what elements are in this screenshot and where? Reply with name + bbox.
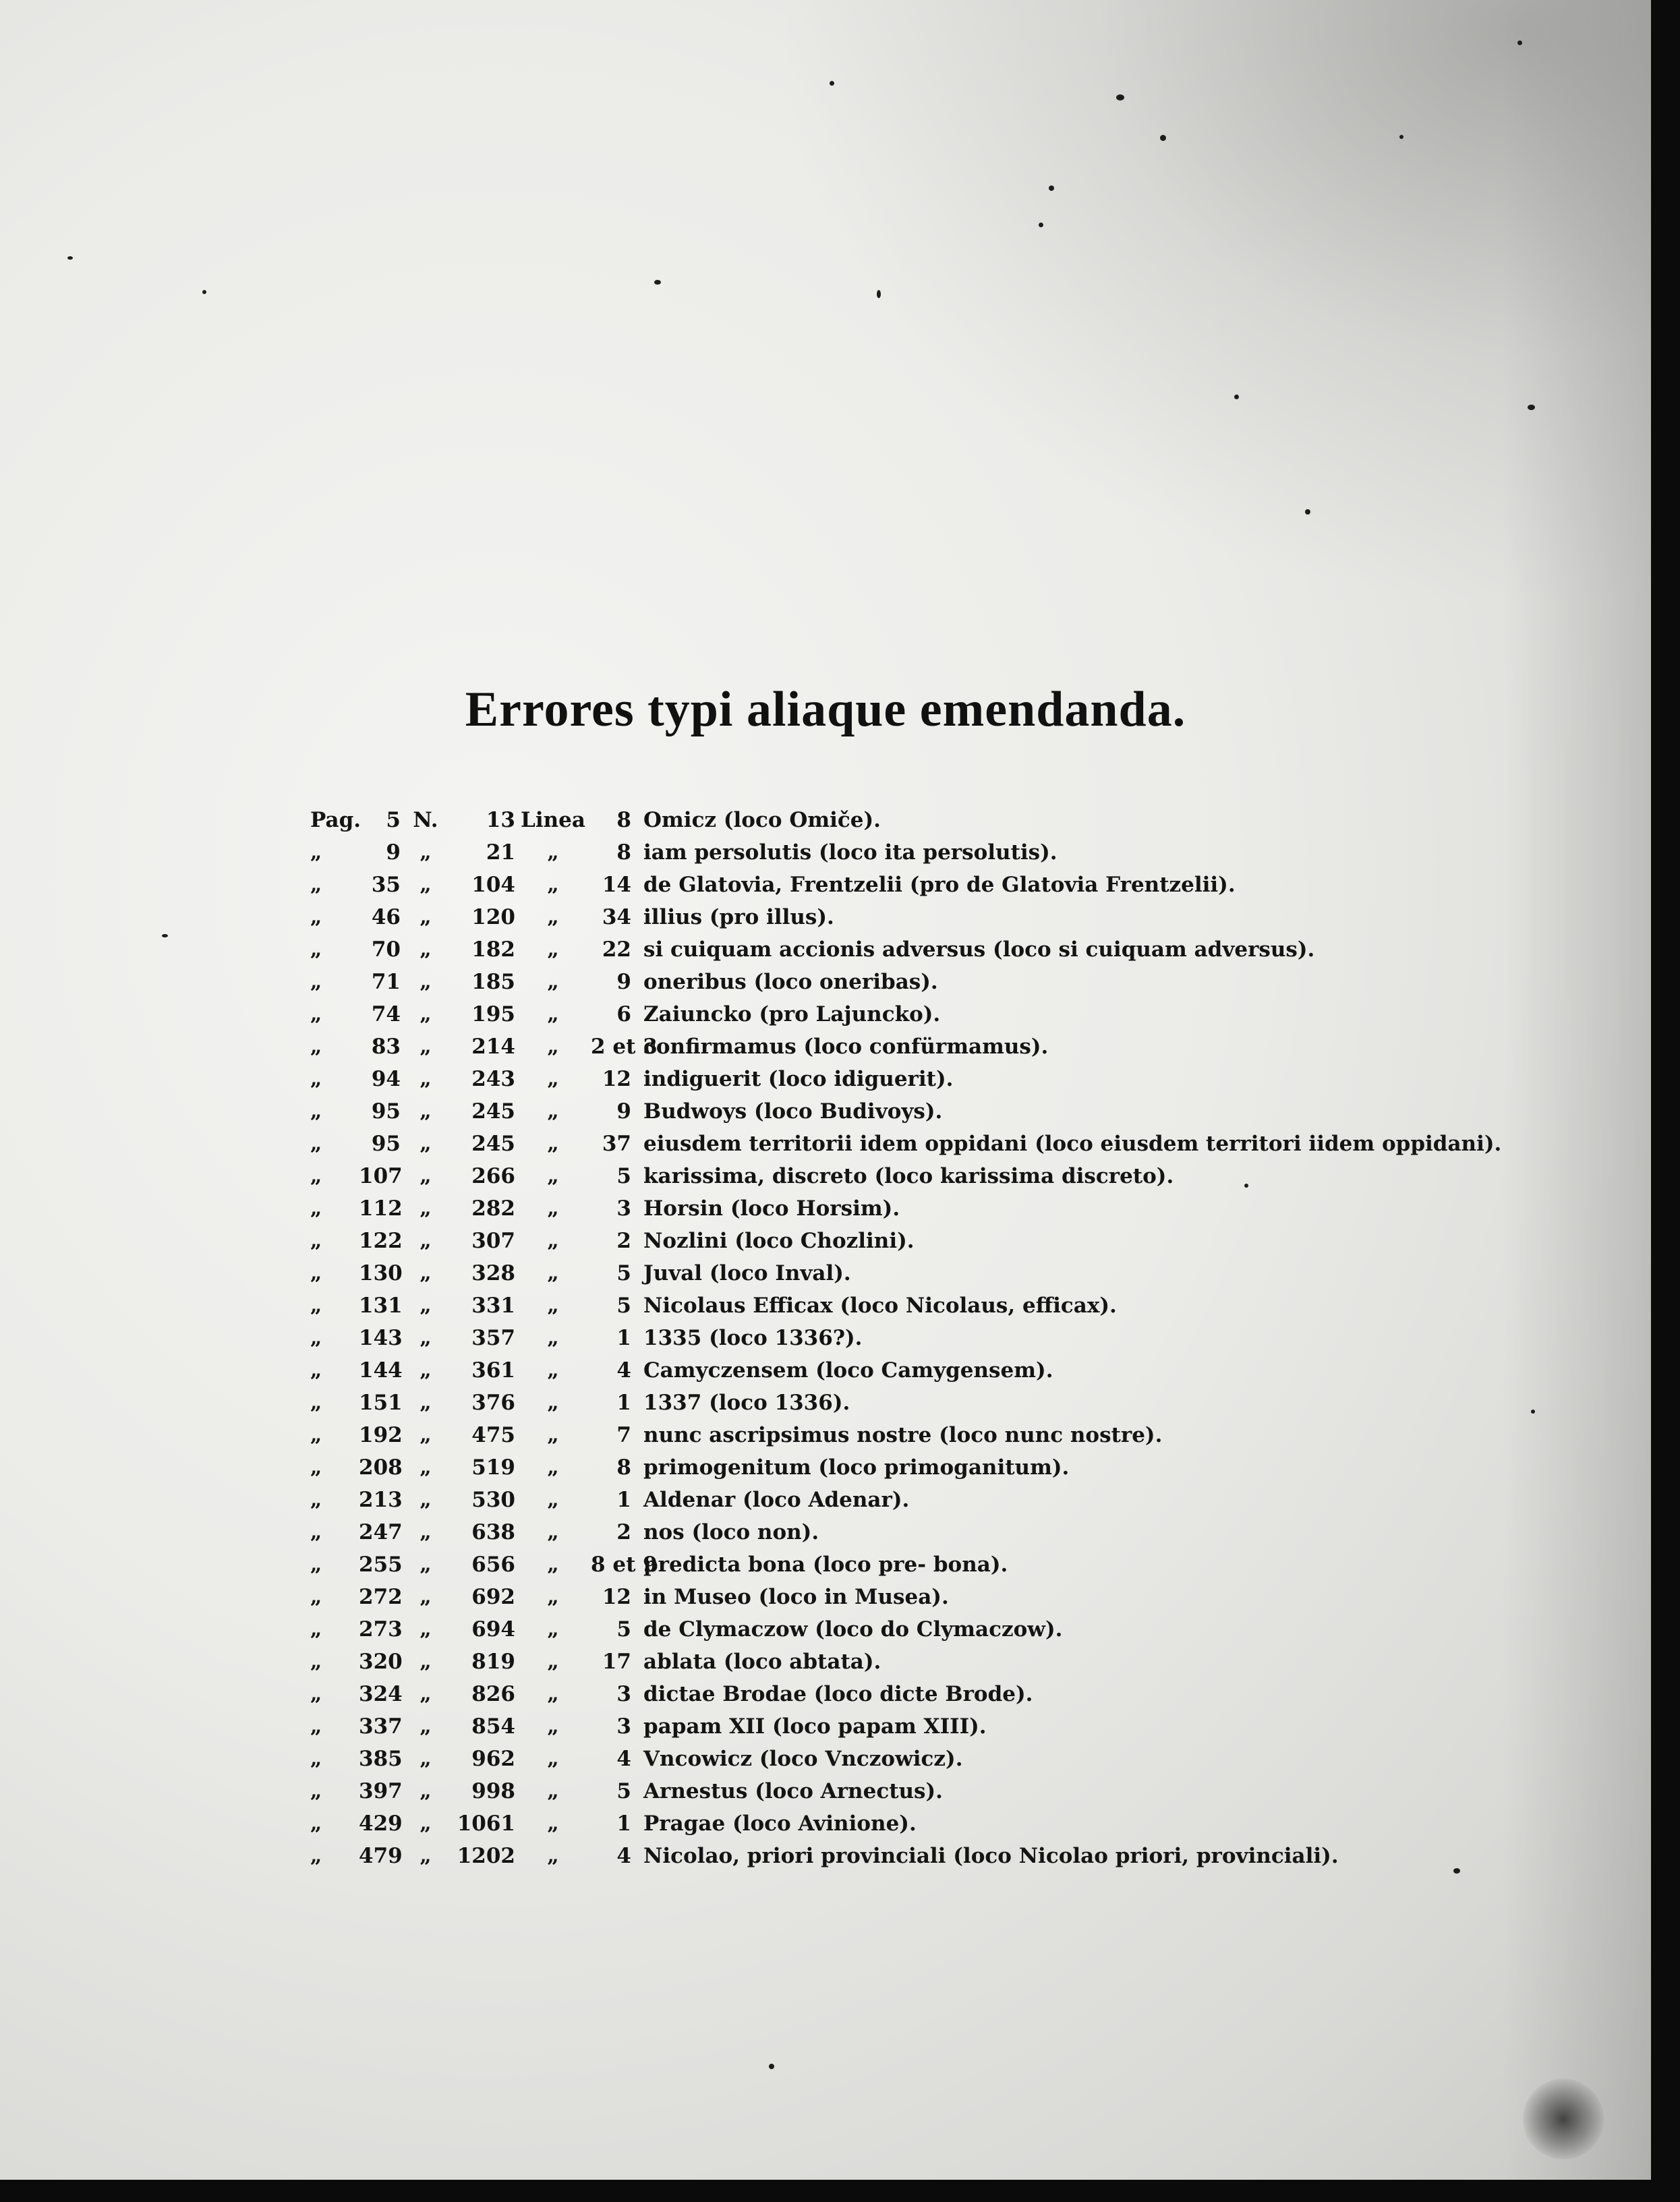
errata-row — [310, 804, 1501, 836]
correction-text: de Glatovia, Frentzelii (pro de Glatovia Frentzelii). — [643, 873, 1236, 897]
errata-row — [310, 1613, 1501, 1646]
errata-row — [310, 1581, 1501, 1613]
line-number: 6 — [616, 1002, 631, 1026]
linea-label: „ — [547, 1035, 559, 1058]
line-number: 34 — [602, 905, 631, 929]
document-number: 656 — [471, 1553, 515, 1577]
correction-text: papam XII (loco papam XIII). — [643, 1714, 987, 1739]
correction-text: confirmamus (loco confürmamus). — [643, 1035, 1049, 1059]
correction-text: in Museo (loco in Musea). — [643, 1585, 949, 1609]
page-number: 9 — [386, 840, 401, 865]
page-number: 324 — [359, 1682, 403, 1706]
pag-label: „ — [310, 1391, 322, 1414]
document-number: 475 — [471, 1423, 515, 1447]
errata-row — [310, 1840, 1501, 1872]
correction-text: ablata (loco abtata). — [643, 1650, 881, 1674]
number-label: „ — [419, 1455, 432, 1479]
line-number: 4 — [616, 1844, 631, 1868]
document-number: 13 — [486, 808, 515, 832]
errata-row — [310, 1031, 1501, 1063]
correction-text: de Clymaczow (loco do Clymaczow). — [643, 1617, 1063, 1642]
errata-row — [310, 933, 1501, 966]
pag-label: „ — [310, 1358, 322, 1382]
number-label: „ — [419, 1164, 432, 1188]
page-number: 83 — [371, 1035, 401, 1059]
errata-row — [310, 1646, 1501, 1678]
page-title: Errores typi aliaque emendanda. — [465, 682, 1186, 737]
page-number: 479 — [359, 1844, 403, 1868]
errata-row — [310, 1160, 1501, 1192]
document-number: 307 — [471, 1229, 515, 1253]
document-number: 819 — [471, 1650, 515, 1674]
page-number: 107 — [359, 1164, 403, 1188]
pag-label: „ — [310, 970, 322, 993]
page-number: 337 — [359, 1714, 403, 1739]
errata-row — [310, 1354, 1501, 1387]
correction-text: Arnestus (loco Arnectus). — [643, 1779, 943, 1803]
line-number: 8 — [616, 840, 631, 865]
linea-label: „ — [547, 1747, 559, 1770]
line-number: 3 — [616, 1682, 631, 1706]
errata-row — [310, 1516, 1501, 1548]
page-number: 272 — [359, 1585, 403, 1609]
line-number: 5 — [616, 1261, 631, 1285]
correction-text: 1335 (loco 1336?). — [643, 1326, 863, 1350]
page-number: 131 — [359, 1294, 403, 1318]
errata-row — [310, 1743, 1501, 1775]
errata-row — [310, 1063, 1501, 1095]
pag-label: „ — [310, 840, 322, 864]
number-label: „ — [419, 1585, 432, 1609]
line-number: 9 — [616, 1099, 631, 1124]
document-number: 282 — [471, 1196, 515, 1221]
page-number: 144 — [359, 1358, 403, 1383]
correction-text: iam persolutis (loco ita persolutis). — [643, 840, 1058, 865]
pag-label: „ — [310, 1164, 322, 1188]
linea-label: „ — [547, 1196, 559, 1220]
errata-row — [310, 966, 1501, 998]
speck — [1049, 185, 1054, 191]
pag-label: „ — [310, 1812, 322, 1835]
line-number: 4 — [616, 1747, 631, 1771]
line-number: 5 — [616, 1617, 631, 1642]
correction-text: Pragae (loco Avinione). — [643, 1812, 917, 1836]
document-number: 638 — [471, 1520, 515, 1544]
pag-label: „ — [310, 1488, 322, 1511]
correction-text: nunc ascripsimus nostre (loco nunc nostre). — [643, 1423, 1163, 1447]
linea-label: „ — [547, 970, 559, 993]
linea-label: „ — [547, 840, 559, 864]
page-number: 94 — [371, 1067, 401, 1091]
pag-label: „ — [310, 1067, 322, 1091]
correction-text: nos (loco non). — [643, 1520, 819, 1544]
document-number: 245 — [471, 1099, 515, 1124]
pag-label: „ — [310, 1747, 322, 1770]
correction-text: oneribus (loco oneribas). — [643, 970, 938, 994]
errata-list — [310, 804, 1501, 1872]
pag-label: „ — [310, 1132, 322, 1155]
correction-text: Juval (loco Inval). — [643, 1261, 851, 1285]
pag-label: „ — [310, 1714, 322, 1738]
pag-label: „ — [310, 1229, 322, 1252]
correction-text: Horsin (loco Horsim). — [643, 1196, 900, 1221]
number-label: „ — [419, 1229, 432, 1252]
document-number: 826 — [471, 1682, 515, 1706]
page-number: 71 — [371, 970, 401, 994]
page-number: 74 — [371, 1002, 401, 1026]
line-number: 1 — [616, 1812, 631, 1836]
linea-label: „ — [547, 937, 559, 961]
linea-label: „ — [547, 1164, 559, 1188]
speck — [877, 290, 881, 298]
linea-label: „ — [547, 1002, 559, 1026]
line-number: 5 — [616, 1164, 631, 1188]
pag-label: „ — [310, 905, 322, 929]
linea-label: „ — [547, 1261, 559, 1285]
correction-text: 1337 (loco 1336). — [643, 1391, 850, 1415]
page-number: 143 — [359, 1326, 403, 1350]
errata-row — [310, 836, 1501, 869]
pag-label: „ — [310, 1682, 322, 1706]
ink-blot — [1523, 2079, 1604, 2160]
errata-row — [310, 1225, 1501, 1257]
line-number: 1 — [616, 1488, 631, 1512]
linea-label: „ — [547, 1812, 559, 1835]
document-number: 104 — [471, 873, 515, 897]
pag-label: „ — [310, 1294, 322, 1317]
number-label: „ — [419, 1747, 432, 1770]
document-number: 376 — [471, 1391, 515, 1415]
page-number: 213 — [359, 1488, 403, 1512]
pag-label: „ — [310, 1617, 322, 1641]
linea-label: „ — [547, 1844, 559, 1867]
pag-label: „ — [310, 1099, 322, 1123]
page-number: 46 — [371, 905, 401, 929]
page-number: 95 — [371, 1099, 401, 1124]
linea-label: „ — [547, 1132, 559, 1155]
linea-label: „ — [547, 1520, 559, 1544]
page-number: 130 — [359, 1261, 403, 1285]
correction-text: predicta bona (loco pre- bona). — [643, 1553, 1008, 1577]
document-number: 692 — [471, 1585, 515, 1609]
document-number: 998 — [471, 1779, 515, 1803]
pag-label: „ — [310, 1423, 322, 1447]
speck — [202, 290, 206, 294]
line-number: 37 — [602, 1132, 631, 1156]
line-number: 22 — [602, 937, 631, 962]
line-number: 5 — [616, 1779, 631, 1803]
number-label: „ — [419, 1067, 432, 1091]
errata-row — [310, 998, 1501, 1031]
number-label: „ — [419, 905, 432, 929]
errata-row — [310, 1775, 1501, 1807]
linea-label: „ — [547, 1553, 559, 1576]
number-label: „ — [419, 1099, 432, 1123]
number-label: „ — [419, 1812, 432, 1835]
number-label: „ — [419, 840, 432, 864]
pag-label: „ — [310, 1585, 322, 1609]
page-number: 112 — [359, 1196, 403, 1221]
linea-label: Linea — [521, 808, 585, 832]
errata-row — [310, 1451, 1501, 1484]
document-number: 519 — [471, 1455, 515, 1480]
page-number: 320 — [359, 1650, 403, 1674]
linea-label: „ — [547, 1391, 559, 1414]
number-label: „ — [419, 1714, 432, 1738]
speck — [67, 256, 73, 260]
linea-label: „ — [547, 1682, 559, 1706]
linea-label: „ — [547, 1617, 559, 1641]
pag-label: „ — [310, 1844, 322, 1867]
correction-text: Nozlini (loco Chozlini). — [643, 1229, 915, 1253]
number-label: „ — [419, 1358, 432, 1382]
errata-row — [310, 1128, 1501, 1160]
pag-label: „ — [310, 1326, 322, 1350]
number-label: „ — [419, 1002, 432, 1026]
document-number: 530 — [471, 1488, 515, 1512]
page-number: 5 — [386, 808, 401, 832]
number-label: „ — [419, 1844, 432, 1867]
document-number: 331 — [471, 1294, 515, 1318]
number-label: N. — [413, 808, 438, 832]
speck — [769, 2064, 774, 2069]
page-number: 273 — [359, 1617, 403, 1642]
number-label: „ — [419, 970, 432, 993]
correction-text: Nicolaus Efficax (loco Nicolaus, efficax). — [643, 1294, 1117, 1318]
number-label: „ — [419, 873, 432, 896]
line-number: 17 — [602, 1650, 631, 1674]
linea-label: „ — [547, 1067, 559, 1091]
line-number: 4 — [616, 1358, 631, 1383]
errata-row — [310, 901, 1501, 933]
errata-row — [310, 1678, 1501, 1710]
linea-label: „ — [547, 1714, 559, 1738]
errata-row — [310, 1807, 1501, 1840]
number-label: „ — [419, 1035, 432, 1058]
pag-label: „ — [310, 1455, 322, 1479]
linea-label: „ — [547, 1229, 559, 1252]
line-number: 1 — [616, 1326, 631, 1350]
page-number: 122 — [359, 1229, 403, 1253]
document-number: 266 — [471, 1164, 515, 1188]
line-number: 9 — [616, 970, 631, 994]
errata-row — [310, 1257, 1501, 1290]
number-label: „ — [419, 1488, 432, 1511]
document-number: 962 — [471, 1747, 515, 1771]
correction-text: Aldenar (loco Adenar). — [643, 1488, 910, 1512]
speck — [1116, 94, 1124, 100]
document-number: 195 — [471, 1002, 515, 1026]
correction-text: karissima, discreto (loco karissima discreto). — [643, 1164, 1174, 1188]
speck — [830, 81, 834, 86]
linea-label: „ — [547, 873, 559, 896]
errata-row — [310, 1548, 1501, 1581]
line-number: 12 — [602, 1067, 631, 1091]
number-label: „ — [419, 1294, 432, 1317]
line-number: 8 et 9 — [591, 1553, 658, 1577]
correction-text: eiusdem territorii idem oppidani (loco eiusdem territori iidem oppidani). — [643, 1132, 1502, 1156]
correction-text: si cuiquam accionis adversus (loco si cuiquam adversus). — [643, 937, 1315, 962]
linea-label: „ — [547, 1650, 559, 1673]
page-number: 151 — [359, 1391, 403, 1415]
paper-edge-shadow — [1503, 0, 1651, 2180]
document-number: 120 — [471, 905, 515, 929]
number-label: „ — [419, 937, 432, 961]
page-number: 35 — [371, 873, 401, 897]
speck — [1160, 135, 1166, 141]
correction-text: illius (pro illus). — [643, 905, 834, 929]
number-label: „ — [419, 1391, 432, 1414]
correction-text: Camyczensem (loco Camygensem). — [643, 1358, 1053, 1383]
pag-label: Pag. — [310, 808, 361, 832]
document-number: 182 — [471, 937, 515, 962]
number-label: „ — [419, 1617, 432, 1641]
linea-label: „ — [547, 1779, 559, 1803]
errata-row — [310, 1419, 1501, 1451]
document-number: 854 — [471, 1714, 515, 1739]
number-label: „ — [419, 1520, 432, 1544]
page-number: 70 — [371, 937, 401, 962]
line-number: 7 — [616, 1423, 631, 1447]
correction-text: Budwoys (loco Budivoys). — [643, 1099, 943, 1124]
pag-label: „ — [310, 1261, 322, 1285]
document-number: 214 — [471, 1035, 515, 1059]
page-number: 385 — [359, 1747, 403, 1771]
document-number: 1061 — [457, 1812, 515, 1836]
pag-label: „ — [310, 1520, 322, 1544]
page-number: 247 — [359, 1520, 403, 1544]
correction-text: Nicolao, priori provinciali (loco Nicolao priori, provinciali). — [643, 1844, 1339, 1868]
document-number: 245 — [471, 1132, 515, 1156]
speck — [1234, 395, 1239, 399]
correction-text: Zaiuncko (pro Lajuncko). — [643, 1002, 941, 1026]
document-number: 1202 — [457, 1844, 515, 1868]
number-label: „ — [419, 1779, 432, 1803]
page-number: 192 — [359, 1423, 403, 1447]
line-number: 8 — [616, 1455, 631, 1480]
page-number: 255 — [359, 1553, 403, 1577]
document-number: 328 — [471, 1261, 515, 1285]
line-number: 12 — [602, 1585, 631, 1609]
line-number: 1 — [616, 1391, 631, 1415]
speck — [1531, 1410, 1535, 1414]
line-number: 8 — [616, 808, 631, 832]
linea-label: „ — [547, 1488, 559, 1511]
document-number: 185 — [471, 970, 515, 994]
line-number: 3 — [616, 1714, 631, 1739]
line-number: 2 — [616, 1229, 631, 1253]
pag-label: „ — [310, 1650, 322, 1673]
pag-label: „ — [310, 1002, 322, 1026]
number-label: „ — [419, 1196, 432, 1220]
linea-label: „ — [547, 1326, 559, 1350]
errata-row — [310, 1322, 1501, 1354]
pag-label: „ — [310, 1035, 322, 1058]
linea-label: „ — [547, 905, 559, 929]
correction-text: primogenitum (loco primoganitum). — [643, 1455, 1070, 1480]
linea-label: „ — [547, 1423, 559, 1447]
linea-label: „ — [547, 1294, 559, 1317]
line-number: 14 — [602, 873, 631, 897]
number-label: „ — [419, 1650, 432, 1673]
number-label: „ — [419, 1132, 432, 1155]
line-number: 5 — [616, 1294, 631, 1318]
pag-label: „ — [310, 873, 322, 896]
line-number: 2 et 3 — [591, 1035, 658, 1059]
speck — [1399, 135, 1403, 139]
number-label: „ — [419, 1261, 432, 1285]
linea-label: „ — [547, 1358, 559, 1382]
linea-label: „ — [547, 1585, 559, 1609]
number-label: „ — [419, 1326, 432, 1350]
errata-row — [310, 1095, 1501, 1128]
pag-label: „ — [310, 1196, 322, 1220]
pag-label: „ — [310, 937, 322, 961]
pag-label: „ — [310, 1553, 322, 1576]
speck — [1528, 405, 1535, 410]
speck — [1517, 40, 1522, 45]
page-number: 429 — [359, 1812, 403, 1836]
document-number: 357 — [471, 1326, 515, 1350]
page-number: 208 — [359, 1455, 403, 1480]
document-number: 21 — [486, 840, 515, 865]
correction-text: Omicz (loco Omiče). — [643, 808, 881, 832]
line-number: 2 — [616, 1520, 631, 1544]
errata-row — [310, 1192, 1501, 1225]
speck — [654, 280, 661, 285]
number-label: „ — [419, 1682, 432, 1706]
number-label: „ — [419, 1553, 432, 1576]
number-label: „ — [419, 1423, 432, 1447]
correction-text: indiguerit (loco idiguerit). — [643, 1067, 954, 1091]
document-number: 361 — [471, 1358, 515, 1383]
correction-text: Vncowicz (loco Vnczowicz). — [643, 1747, 963, 1771]
document-number: 694 — [471, 1617, 515, 1642]
speck — [162, 934, 168, 937]
page-number: 397 — [359, 1779, 403, 1803]
errata-row — [310, 1290, 1501, 1322]
errata-row — [310, 1710, 1501, 1743]
document-number: 243 — [471, 1067, 515, 1091]
errata-row — [310, 1387, 1501, 1419]
errata-row — [310, 869, 1501, 901]
speck — [1305, 509, 1310, 515]
correction-text: dictae Brodae (loco dicte Brode). — [643, 1682, 1033, 1706]
line-number: 3 — [616, 1196, 631, 1221]
pag-label: „ — [310, 1779, 322, 1803]
speck — [1039, 223, 1043, 227]
linea-label: „ — [547, 1455, 559, 1479]
page-number: 95 — [371, 1132, 401, 1156]
errata-row — [310, 1484, 1501, 1516]
linea-label: „ — [547, 1099, 559, 1123]
